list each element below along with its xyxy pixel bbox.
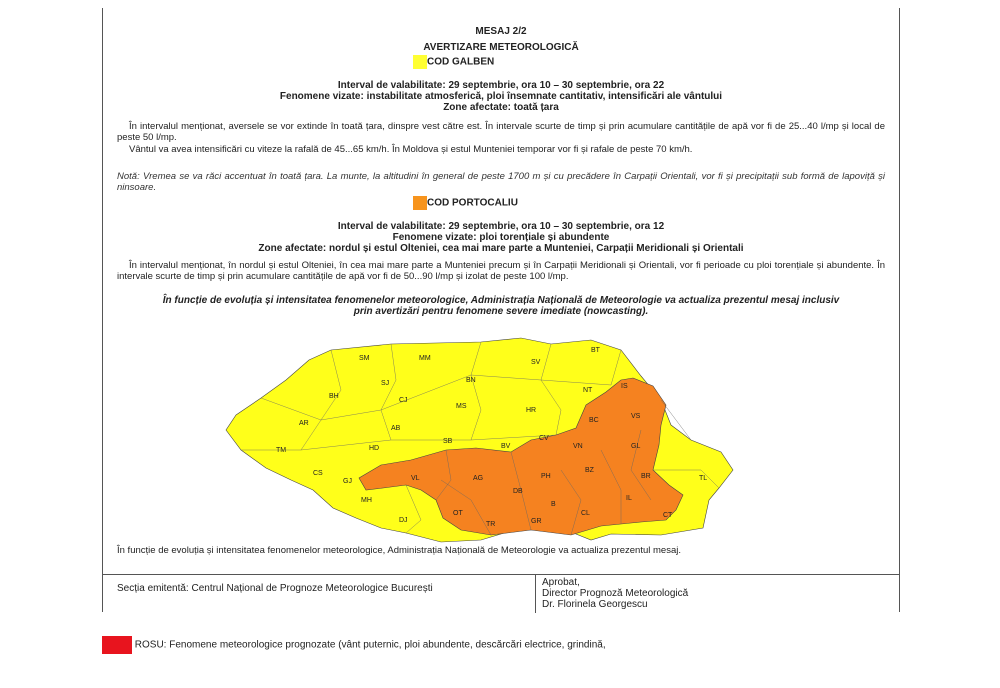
approver-title: Director Prognoză Meteorologică (542, 588, 689, 599)
yellow-note: Notă: Vremea se va răci accentuat în toată țara. La munte, la altitudini în general de peste 1700 m și cu precădere în Carpații Orientali, vor fi și precipitații sub formă de lapoviță și ninsoare. (117, 171, 885, 193)
orange-paragraph-1: În intervalul menționat, în nordul și estul Olteniei, în cea mai mare parte a Munteniei precum și în Carpații Meridionali și Orientali, vor fi perioade cu ploi torențiale și abundente. În intervale scurte de timp și prin acumulare cantitățile de apă vor fi de 50...90 l/mp și izolat de peste 100 l/mp. (117, 260, 885, 282)
bottom-note: În funcție de evoluția și intensitatea fenomenelor meteorologice, Administrația Națională de Meteorologie va actualiza prezentul mesaj. (117, 545, 681, 556)
county-label-tr: TR (486, 521, 496, 528)
county-label-tl: TL (699, 475, 708, 482)
county-label-hd: HD (369, 445, 380, 452)
message-number: MESAJ 2/2 (475, 26, 527, 37)
evolution-statement: În funcție de evoluția și intensitatea fenomenelor meteorologice, Administrația Națională de Meteorologie va actualiza prezentul mesaj inclusiv prin avertizări pentru fenomene severe imediate (nowcasting). (162, 295, 840, 317)
county-label-b: B (551, 501, 556, 508)
yellow-code-heading (413, 55, 494, 69)
yellow-swatch-icon (413, 55, 427, 69)
yellow-phenomena: Fenomene vizate: instabilitate atmosferică, ploi însemnate cantitativ, intensificări ale vântului (279, 91, 723, 102)
county-label-cs: CS (313, 470, 323, 477)
county-label-bt: BT (591, 347, 600, 354)
county-label-sv: SV (531, 359, 541, 366)
county-label-cj: CJ (399, 397, 408, 404)
county-label-sb: SB (443, 438, 453, 445)
warning-document (102, 8, 900, 612)
red-code-text: ROSU: Fenomene meteorologice prognozate (vânt puternic, ploi abundente, descărcări electrice, grindină, (134, 639, 606, 651)
county-label-vs: VS (631, 413, 641, 420)
county-label-ab: AB (391, 425, 401, 432)
county-label-ct: CT (663, 512, 673, 519)
yellow-zones: Zone afectate: toată țara (443, 102, 559, 113)
county-label-ot: OT (453, 510, 463, 517)
county-label-vn: VN (573, 443, 583, 450)
county-label-is: IS (621, 383, 628, 390)
issuing-section: Secția emitentă: Centrul Național de Prognoze Meteorologice București (117, 583, 433, 594)
county-label-mh: MH (361, 497, 372, 504)
yellow-interval: Interval de valabilitate: 29 septembrie, ora 10 – 30 septembrie, ora 22 (337, 80, 665, 91)
orange-code-heading (413, 196, 518, 210)
orange-zones: Zone afectate: nordul și estul Olteniei, cea mai mare parte a Munteniei, Carpații Meridionali și Orientali (258, 243, 744, 254)
county-label-gr: GR (531, 518, 542, 525)
footer-left-box (103, 574, 535, 613)
county-label-cl: CL (581, 510, 590, 517)
footer-right-box (535, 574, 900, 613)
yellow-code-label: COD GALBEN (427, 56, 495, 68)
county-label-ph: PH (541, 473, 551, 480)
red-swatch-icon (102, 636, 132, 654)
county-label-gl: GL (631, 443, 641, 450)
red-code-legend (102, 636, 606, 654)
approved-label: Aprobat, (542, 577, 580, 588)
county-label-mm: MM (419, 355, 431, 362)
orange-code-label: COD PORTOCALIU (427, 197, 518, 209)
county-label-ag: AG (473, 475, 484, 482)
county-label-br: BR (641, 473, 651, 480)
document-title: AVERTIZARE METEOROLOGICĂ (423, 42, 579, 53)
orange-interval: Interval de valabilitate: 29 septembrie, ora 10 – 30 septembrie, ora 12 (337, 221, 665, 232)
county-label-sm: SM (359, 355, 370, 362)
yellow-paragraph-1: În intervalul menționat, aversele se vor extinde în toată țara, dinspre vest către est. În intervale scurte de timp și prin acumulare cantitățile de apă vor fi de 25...40 l/mp și local de peste 50 l/mp. (117, 121, 885, 143)
orange-swatch-icon (413, 196, 427, 210)
county-label-bc: BC (589, 417, 599, 424)
county-label-cv: CV (539, 435, 549, 442)
county-label-bv: BV (501, 443, 511, 450)
county-label-ms: MS (456, 403, 467, 410)
orange-phenomena: Fenomene vizate: ploi torențiale și abundente (392, 232, 610, 243)
county-label-db: DB (513, 488, 523, 495)
county-label-vl: VL (411, 475, 420, 482)
romania-warning-map (221, 330, 741, 550)
county-label-bn: BN (466, 377, 476, 384)
county-label-dj: DJ (399, 517, 408, 524)
county-label-il: IL (626, 495, 632, 502)
county-label-tm: TM (276, 447, 287, 454)
approver-name: Dr. Florinela Georgescu (542, 599, 648, 610)
county-label-bh: BH (329, 393, 339, 400)
county-label-sj: SJ (381, 380, 390, 387)
county-label-gj: GJ (343, 478, 352, 485)
county-label-bz: BZ (585, 467, 594, 474)
county-label-nt: NT (583, 387, 593, 394)
yellow-paragraph-2: Vântul va avea intensificări cu viteze la rafală de 45...65 km/h. În Moldova și estul Munteniei temporar vor fi și rafale de peste 70 km/h. (129, 144, 693, 155)
county-label-ar: AR (299, 420, 309, 427)
county-label-hr: HR (526, 407, 537, 414)
